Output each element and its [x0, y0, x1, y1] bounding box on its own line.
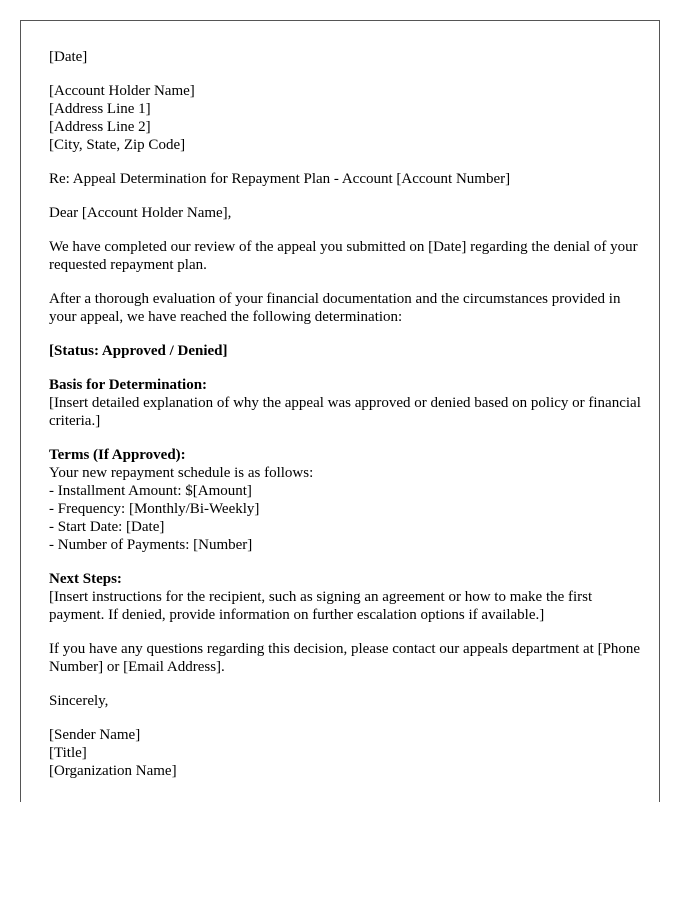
terms-item-frequency: - Frequency: [Monthly/Bi-Weekly]	[49, 501, 260, 517]
terms-heading: Terms (If Approved):	[49, 447, 186, 463]
contact-paragraph: If you have any questions regarding this decision, please contact our appeals department at [Phone Number] or [Email Address].	[49, 641, 641, 675]
intro-paragraph-block	[49, 238, 649, 274]
next-steps-text: [Insert instructions for the recipient, such as signing an agreement or how to make the first payment. If denied, provide information on further escalation options if available.]	[49, 589, 593, 623]
closing-block	[49, 692, 649, 710]
subject-line: Re: Appeal Determination for Repayment Plan - Account [Account Number]	[49, 171, 511, 187]
salutation: Dear [Account Holder Name],	[49, 205, 232, 221]
contact-paragraph-block	[49, 640, 649, 676]
subject-block	[49, 170, 649, 188]
basis-text: [Insert detailed explanation of why the appeal was approved or denied based on policy or financial criteria.]	[49, 395, 641, 429]
basis-heading: Basis for Determination:	[49, 377, 208, 393]
signature-block	[49, 726, 649, 780]
recipient-address-line-2: [Address Line 2]	[49, 119, 151, 135]
next-steps-section	[49, 570, 649, 624]
evaluation-paragraph: After a thorough evaluation of your financial documentation and the circumstances provided in your appeal, we have reached the following determination:	[49, 291, 621, 325]
terms-item-start-date: - Start Date: [Date]	[49, 519, 165, 535]
intro-paragraph: We have completed our review of the appeal you submitted on [Date] regarding the denial of your requested repayment plan.	[49, 239, 638, 273]
letter-date: [Date]	[49, 49, 88, 65]
recipient-address-line-1: [Address Line 1]	[49, 101, 151, 117]
terms-item-installment-amount: - Installment Amount: $[Amount]	[49, 483, 252, 499]
letter-body	[49, 48, 649, 796]
basis-section	[49, 376, 649, 430]
recipient-city-state-zip: [City, State, Zip Code]	[49, 137, 186, 153]
date-block	[49, 48, 649, 66]
status-block	[49, 342, 649, 360]
determination-status: [Status: Approved / Denied]	[49, 343, 228, 359]
terms-item-number-of-payments: - Number of Payments: [Number]	[49, 537, 253, 553]
evaluation-paragraph-block	[49, 290, 649, 326]
recipient-name: [Account Holder Name]	[49, 83, 195, 99]
sender-organization: [Organization Name]	[49, 763, 177, 779]
salutation-block	[49, 204, 649, 222]
next-steps-heading: Next Steps:	[49, 571, 122, 587]
sender-title: [Title]	[49, 745, 87, 761]
terms-section	[49, 446, 649, 554]
terms-intro: Your new repayment schedule is as follows:	[49, 465, 314, 481]
sender-name: [Sender Name]	[49, 727, 141, 743]
recipient-address-block	[49, 82, 649, 154]
closing: Sincerely,	[49, 693, 109, 709]
